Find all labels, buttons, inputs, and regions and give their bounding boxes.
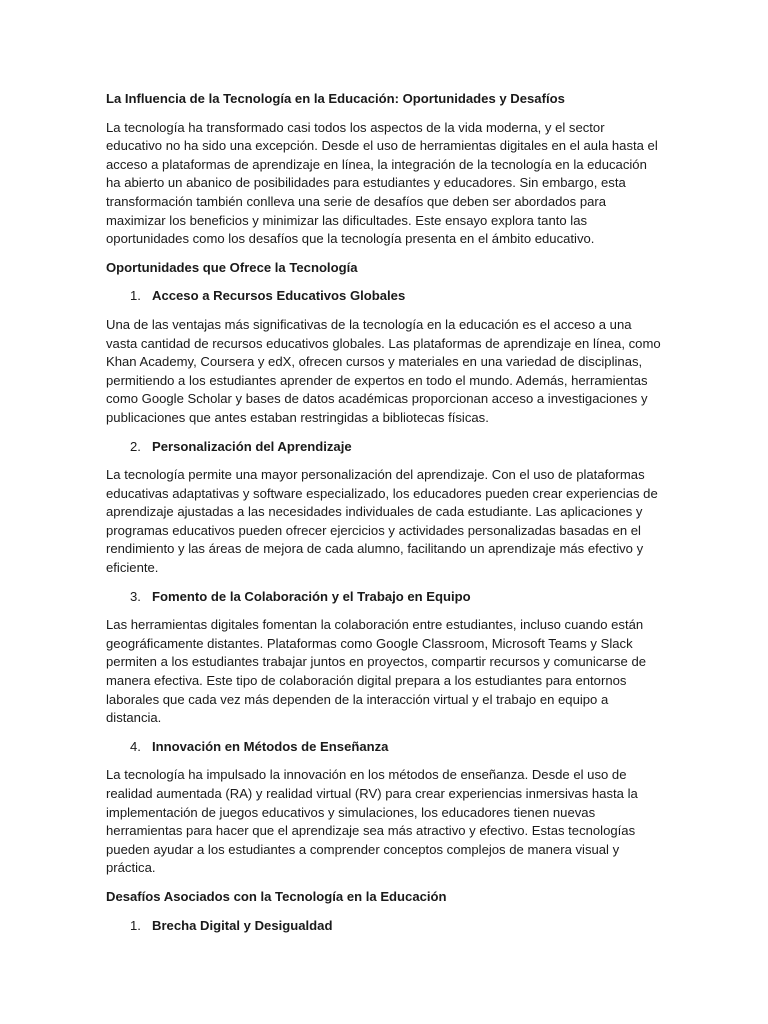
intro-paragraph: La tecnología ha transformado casi todos los aspectos de la vida moderna, y el sector educativo no ha sido una excepción. Desde el uso de herramientas digitales en el aula hasta el acceso a plataformas de aprendizaje en línea, la integración de la tecnología en la educación ha abierto un abanico de posibilidades para estudiantes y educadores. Sin embargo, esta transformación también conlleva una serie de desafíos que deben ser abordados para maximizar los beneficios y minimizar las dificultades. Este ensayo explora tanto las oportunidades como los desafíos que la tecnología presenta en el ámbito educativo.	[106, 119, 658, 247]
list-item-title: Acceso a Recursos Educativos Globales	[152, 288, 406, 304]
list-number: 1.	[130, 917, 141, 933]
document-title: La Influencia de la Tecnología en la Educación: Oportunidades y Desafíos	[106, 91, 565, 106]
list-item-paragraph: La tecnología permite una mayor personalización del aprendizaje. Con el uso de plataformas educativas adaptativas y software especializado, los educadores pueden crear experiencias de aprendizaje ajustadas a las necesidades individuales de cada estudiante. Las aplicaciones y programas educativos pueden ofrecer ejercicios y actividades personalizadas basadas en el rendimiento y las áreas de mejora de cada alumno, facilitando un aprendizaje más efectivo y eficiente.	[106, 467, 658, 576]
list-item-title: Innovación en Métodos de Enseñanza	[152, 738, 389, 754]
list-number: 4.	[130, 738, 141, 754]
list-item-heading	[106, 287, 662, 306]
section-heading-challenges: Desafíos Asociados con la Tecnología en la Educación	[106, 888, 447, 904]
list-item-paragraph: Una de las ventajas más significativas de la tecnología en la educación es el acceso a una vasta cantidad de recursos educativos globales. Las plataformas de aprendizaje en línea, como Khan Academy, Coursera y edX, ofrecen cursos y materiales en una variedad de disciplinas, permitiendo a los estudiantes aprender de expertos en todo el mundo. Además, herramientas como Google Scholar y bases de datos académicas proporcionan acceso a investigaciones y publicaciones que antes estaban restringidas a bibliotecas físicas.	[106, 316, 661, 425]
list-item-heading	[106, 917, 662, 936]
list-item-title: Brecha Digital y Desigualdad	[152, 917, 333, 933]
list-item-heading	[106, 438, 662, 457]
list-item-title: Fomento de la Colaboración y el Trabajo en Equipo	[152, 588, 471, 604]
list-item-paragraph: La tecnología ha impulsado la innovación en los métodos de enseñanza. Desde el uso de realidad aumentada (RA) y realidad virtual (RV) para crear experiencias inmersivas hasta la implementación de juegos educativos y simulaciones, los educadores tienen nuevas herramientas para hacer que el aprendizaje sea más atractivo y efectivo. Estas tecnologías pueden ayudar a los estudiantes a comprender conceptos complejos de manera visual y práctica.	[106, 767, 638, 876]
list-number: 2.	[130, 438, 141, 454]
section-heading-opportunities: Oportunidades que Ofrece la Tecnología	[106, 259, 358, 275]
list-item-heading	[106, 738, 662, 757]
list-number: 1.	[130, 288, 141, 304]
list-number: 3.	[130, 588, 141, 604]
list-item-heading	[106, 588, 662, 607]
list-item-paragraph: Las herramientas digitales fomentan la colaboración entre estudiantes, incluso cuando están geográficamente distantes. Plataformas como Google Classroom, Microsoft Teams y Slack permiten a los estudiantes trabajar juntos en proyectos, compartir recursos y comunicarse de manera efectiva. Este tipo de colaboración digital prepara a los estudiantes para entornos laborales que cada vez más dependen de la interacción virtual y el trabajo en equipo a distancia.	[106, 617, 647, 726]
list-item-title: Personalización del Aprendizaje	[152, 438, 352, 454]
